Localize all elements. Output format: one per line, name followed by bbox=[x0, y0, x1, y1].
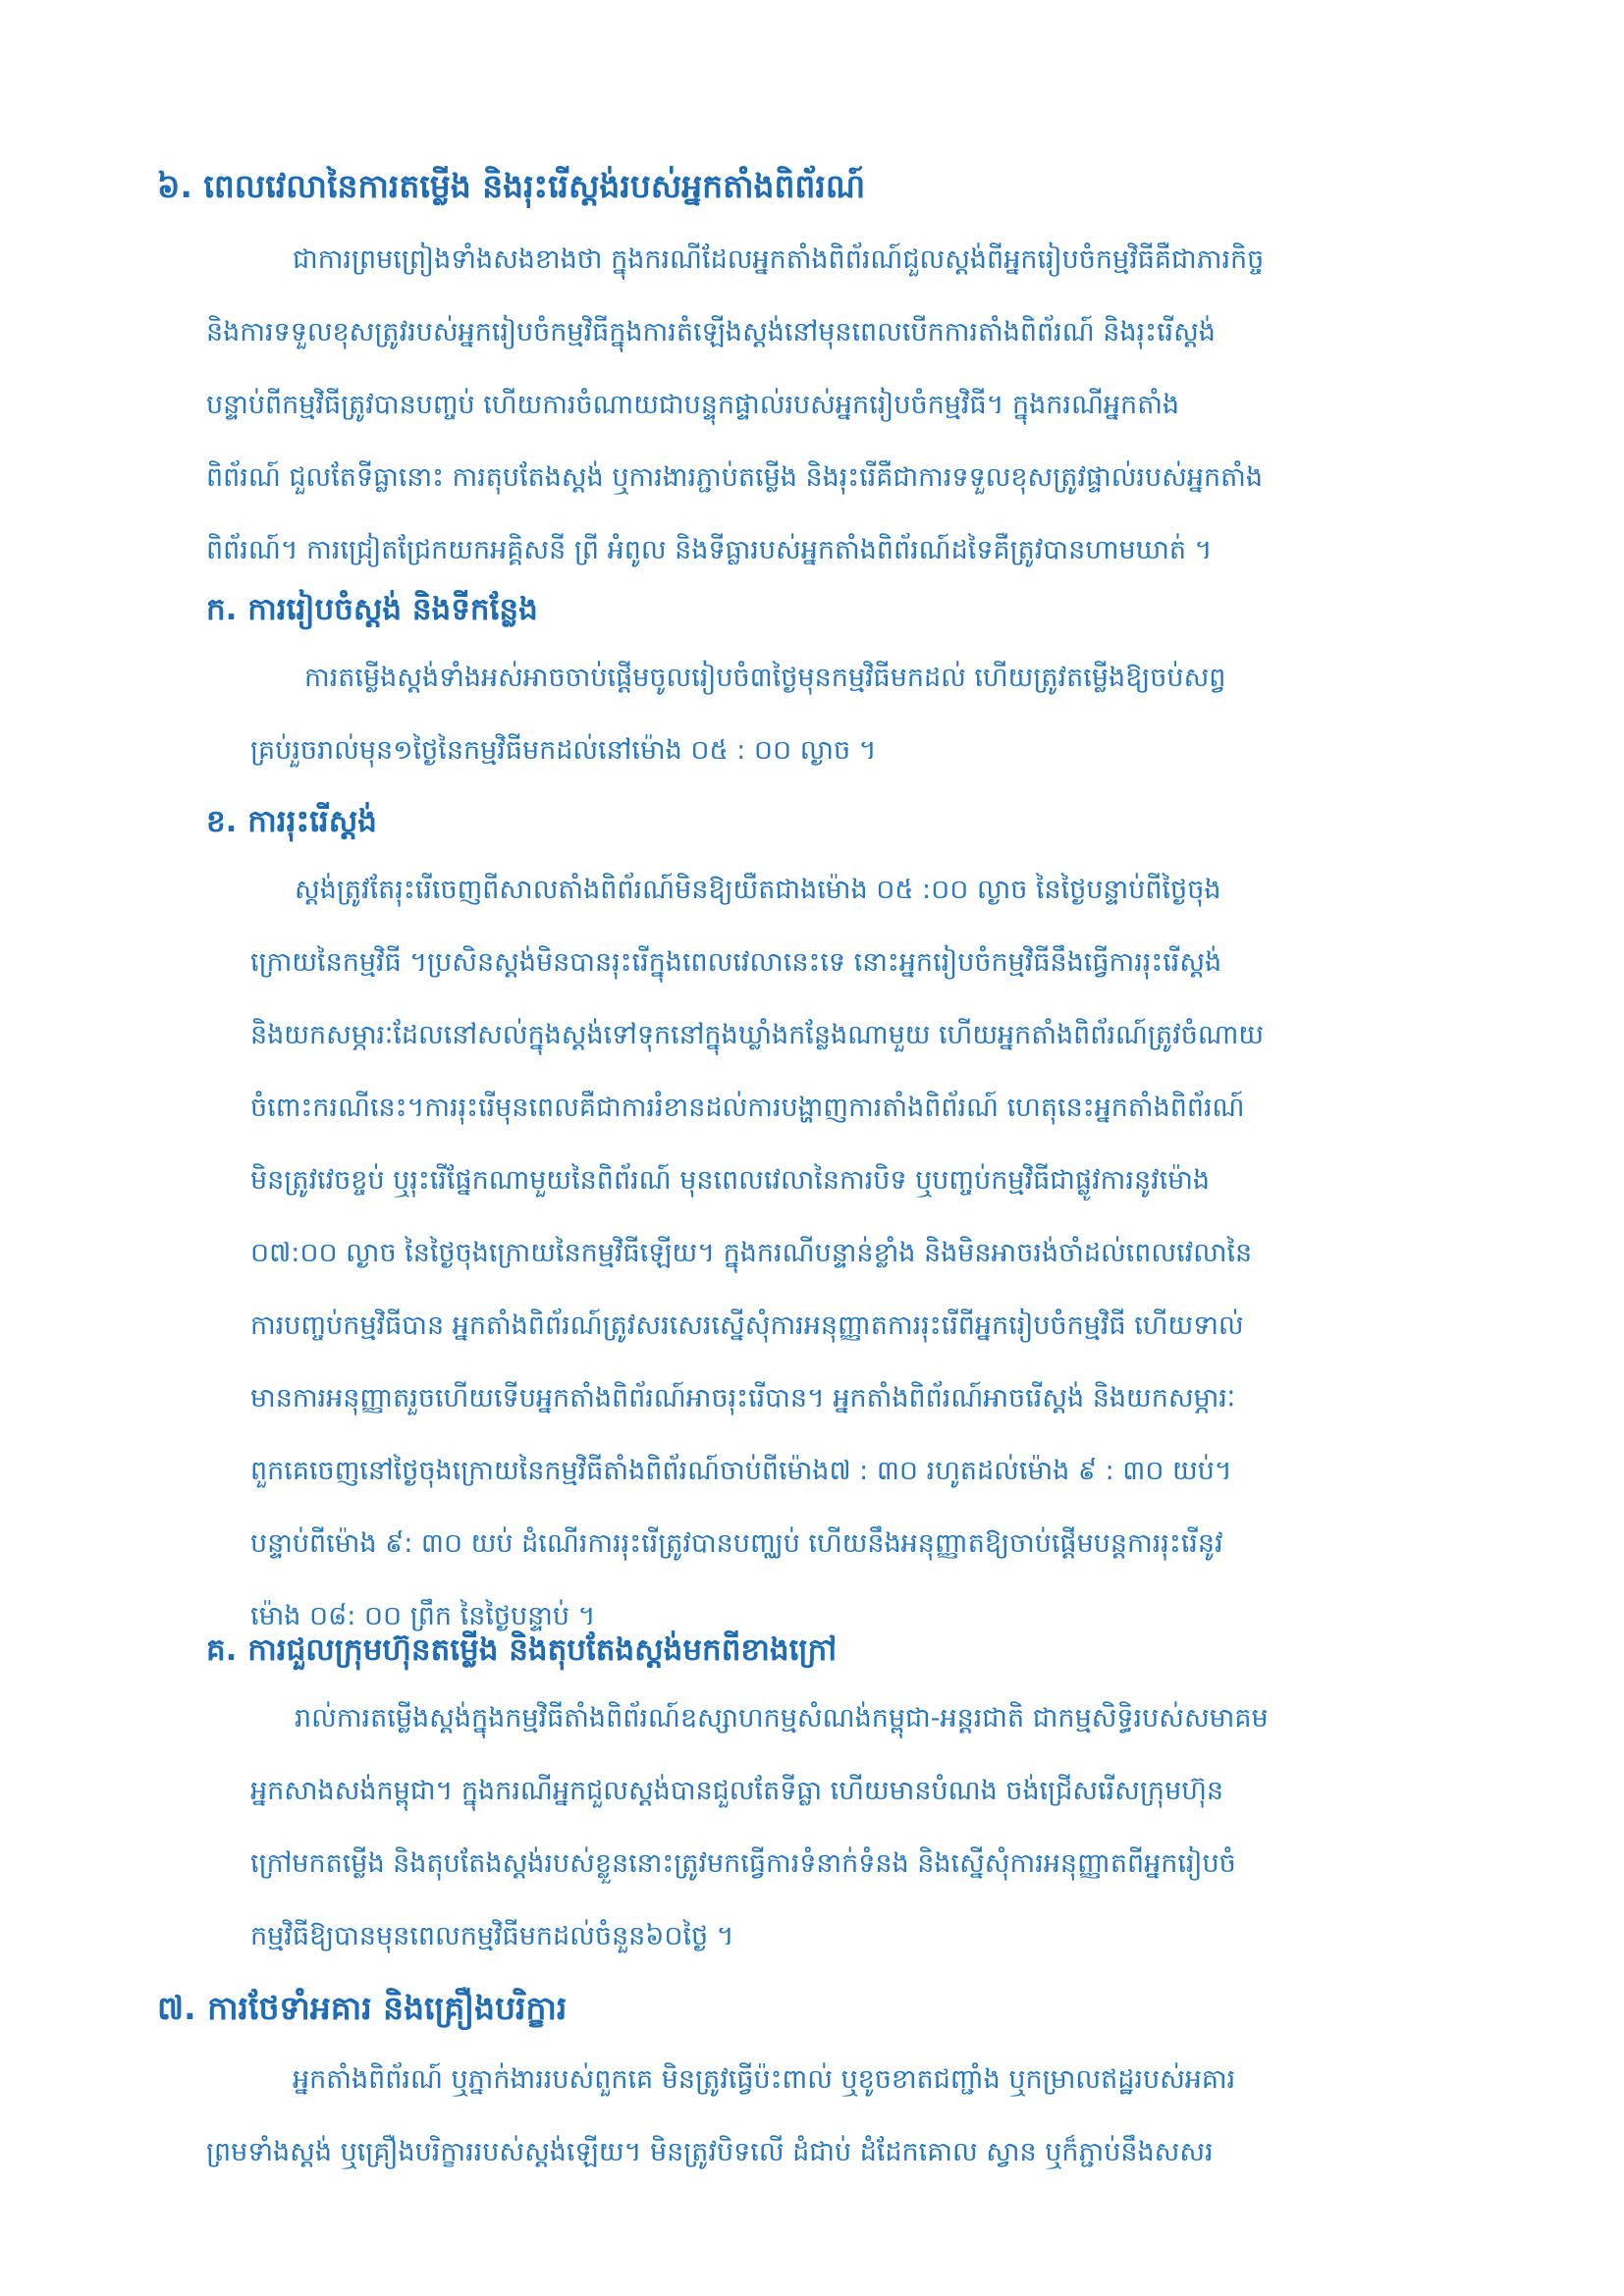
text-line: ស្តង់ត្រូវតែរុះរើចេញពីសាលតាំងពិព័រណ៍មិនឱ្យយឺតជាងម៉ោង ០៥ :០០ ល្ងាច នៃថ្ងៃបន្ទាប់ពីថ្ងៃចុង bbox=[295, 875, 1221, 905]
text-line: ពិព័រណ៍។ ការជ្រៀតជ្រែកយកអគ្គិសនី ព្រី អំពូល និងទីធ្លារបស់អ្នកតាំងពិព័រណ៍ដទៃគឺត្រូវបានហាមឃាត់ ។ bbox=[206, 535, 1213, 565]
subsection-ko-body bbox=[250, 1682, 1527, 1973]
subsection-ko-heading: គ. ការជួលក្រុមហ៊ុនតម្លើង និងតុបតែងស្តង់មកពីខាងក្រៅ bbox=[206, 1632, 838, 1668]
subsection-ka-heading: ក. ការរៀបចំស្តង់ និងទីកន្លែង bbox=[206, 592, 538, 627]
text-line: មិនត្រូវវេចខ្ចប់ ឬរុះរើផ្នែកណាមួយនៃពិព័រណ៍ មុនពេលវេលានៃការបិទ ឬបញ្ចប់កម្មវិធីជាផ្លូវការនូវម៉ោង bbox=[250, 1165, 1211, 1196]
text-line: បន្ទាប់ពីកម្មវិធីត្រូវបានបញ្ចប់ ហើយការចំណាយជាបន្ទុកផ្ទាល់របស់អ្នករៀបចំកម្មវិធី។ ក្នុងករណីអ្នកតាំង bbox=[206, 390, 1180, 420]
text-line: រាល់ការតម្លើងស្តង់ក្នុងកម្មវិធីតាំងពិព័រណ៍ឧស្សាហកម្មសំណង់កម្ពុជា-អន្តរជាតិ ជាកម្មសិទ្ធិរបស់សមាគម bbox=[295, 1703, 1269, 1734]
text-line: និងយកសម្ភារៈដែលនៅសល់ក្នុងស្តង់ទៅទុកនៅក្នុងឃ្លាំងកន្លែងណាមួយ ហើយអ្នកតាំងពិព័រណ៍ត្រូវចំណាយ bbox=[250, 1020, 1265, 1050]
text-line: អ្នកតាំងពិព័រណ៍ ឬភ្នាក់ងាររបស់ពួកគេ មិនត្រូវធ្វើប៉ះពាល់ ឬខូចខាតជញ្ជាំង ឬកម្រាលឥដ្ឋរបស់អគារ bbox=[293, 2064, 1236, 2095]
text-line: ០៧:០០ ល្ងាច នៃថ្ងៃចុងក្រោយនៃកម្មវិធីឡើយ។ ក្នុងករណីបន្ទាន់ខ្លាំង និងមិនអាចរង់ចាំដល់ពេលវេលានៃ bbox=[250, 1238, 1253, 1268]
subsection-kha-body bbox=[250, 854, 1527, 1653]
text-line: កម្មវិធីឱ្យបានមុនពេលកម្មវិធីមកដល់ចំនួន៦០ថ្ងៃ ។ bbox=[250, 1921, 734, 1951]
section-6-intro bbox=[206, 224, 1527, 587]
section-7-intro bbox=[206, 2044, 1527, 2189]
subsection-ka-body bbox=[250, 642, 1527, 787]
text-line: ក្រៅមកតម្លើង និងតុបតែងស្តង់របស់ខ្លួននោះត្រូវមកធ្វើការទំនាក់ទំនង និងស្នើសុំការអនុញ្ញាតពីអ្នករៀបចំ bbox=[250, 1848, 1236, 1879]
text-line: ចំពោះករណីនេះ។ការរុះរើមុនពេលគឺជាការរំខានដល់ការបង្ហាញការតាំងពិព័រណ៍ ហេតុនេះអ្នកតាំងពិព័រណ៍ bbox=[250, 1093, 1245, 1123]
text-line: ពួកគេចេញនៅថ្ងៃចុងក្រោយនៃកម្មវិធីតាំងពិព័រណ៍ចាប់ពីម៉ោង៧ : ៣០ រហូតដល់ម៉ោង ៩ : ៣០ យប់។ bbox=[250, 1456, 1232, 1486]
text-line: មានការអនុញ្ញាតរួចហើយទើបអ្នកតាំងពិព័រណ៍អាចរុះរើបាន។ អ្នកតាំងពិព័រណ៍អាចរើស្តង់ និងយកសម្ភារៈ bbox=[250, 1383, 1236, 1414]
text-line: ការបញ្ចប់កម្មវិធីបាន អ្នកតាំងពិព័រណ៍ត្រូវសរសេរស្នើសុំការអនុញ្ញាតការរុះរើពីអ្នករៀបចំកម្មវិធី ហើយទាល់ bbox=[250, 1310, 1244, 1341]
text-line: បន្ទាប់ពីម៉ោង ៩: ៣០ យប់ ដំណើរការរុះរើត្រូវបានបញ្ឈប់ ហើយនឹងអនុញ្ញាតឱ្យចាប់ផ្តើមបន្តការរុះរើនូវ bbox=[250, 1528, 1223, 1559]
text-line: គ្រប់រួចរាល់មុន១ថ្ងៃនៃកម្មវិធីមកដល់នៅម៉ោង ០៥ : ០០ ល្ងាច ។ bbox=[250, 735, 877, 766]
text-line: ព្រមទាំងស្តង់ ឬគ្រឿងបរិក្ខាររបស់ស្តង់ឡើយ។ មិនត្រូវបិទលើ ដំជាប់ ដំដែកគោល ស្វាន ឬក៏ភ្ជាប់នឹងសសរ bbox=[206, 2137, 1214, 2167]
text-line: ជាការព្រមព្រៀងទាំងសងខាងថា ក្នុងករណីដែលអ្នកតាំងពិព័រណ៍ជួលស្តង់ពីអ្នករៀបចំកម្មវិធីគឺជាភារកិច្ច bbox=[293, 244, 1265, 275]
text-line: អ្នកសាងសង់កម្ពុជា។ ក្នុងករណីអ្នកជួលស្តង់បានជួលតែទីធ្លា ហើយមានបំណង ចង់ជ្រើសរើសក្រុមហ៊ុន bbox=[250, 1776, 1224, 1806]
text-line: ម៉ោង ០៨: ០០ ព្រឹក នៃថ្ងៃបន្ទាប់ ។ bbox=[250, 1601, 596, 1631]
subsection-kha-heading: ខ. ការរុះរើស្តង់ bbox=[206, 804, 377, 839]
text-line: និងការទទួលខុសត្រូវរបស់អ្នករៀបចំកម្មវិធីក្នុងការតំឡើងស្តង់នៅមុនពេលបើកការតាំងពិព័រណ៍ និងរុះរើស្តង់ bbox=[206, 317, 1216, 347]
text-line: ក្រោយនៃកម្មវិធី ។ប្រសិនស្តង់មិនបានរុះរើក្នុងពេលវេលានេះទេ នោះអ្នករៀបចំកម្មវិធីនឹងធ្វើការរុះរើស្តង់ bbox=[250, 947, 1222, 978]
section-6-heading: ៦. ពេលវេលានៃការតម្លើង និងរុះរើស្តង់របស់អ្នកតាំងពិព័រណ៍ bbox=[157, 167, 866, 205]
section-7-heading: ៧. ការថែទាំអគារ និងគ្រឿងបរិក្ខារ bbox=[157, 1989, 568, 2027]
text-line: ពិព័រណ៍ ជួលតែទីធ្លានោះ ការតុបតែងស្តង់ ឬការងារភ្ជាប់តម្លើង និងរុះរើគឺជាការទទួលខុសត្រូវផ្ទាល់របស់អ្នកតាំង bbox=[206, 462, 1263, 493]
text-line: ការតម្លើងស្តង់ទាំងអស់អាចចាប់ផ្តើមចូលរៀបចំ៣ថ្ងៃមុនកម្មវិធីមកដល់ ហើយត្រូវតម្លើងឱ្យចប់សព្វ bbox=[304, 663, 1226, 693]
